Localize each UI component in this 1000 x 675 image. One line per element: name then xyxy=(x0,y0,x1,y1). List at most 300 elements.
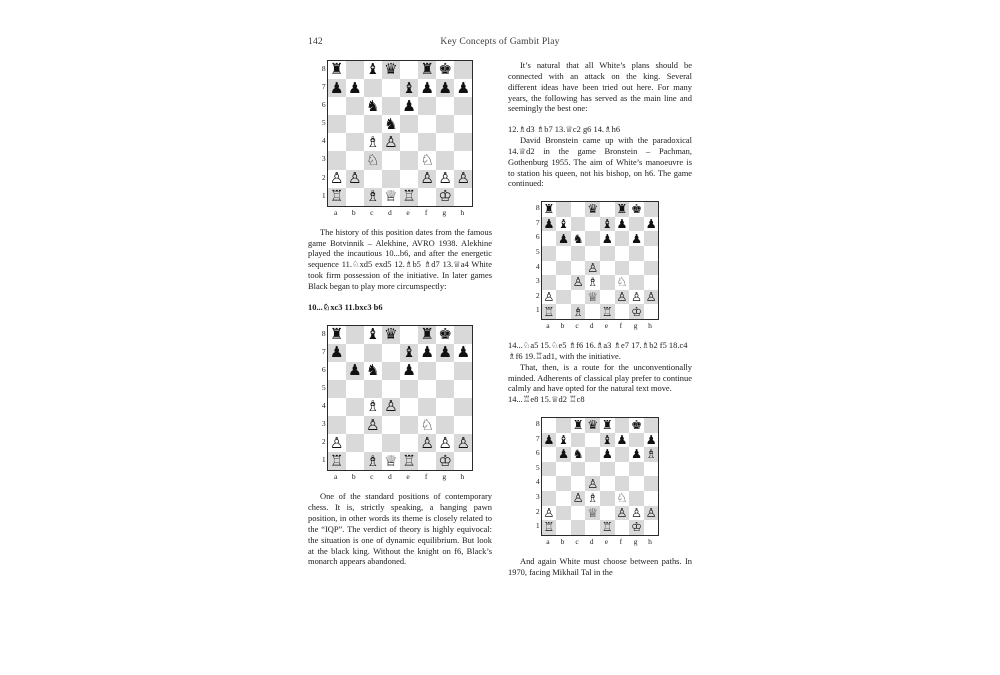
file-label-d: d xyxy=(589,536,594,546)
board-rank xyxy=(541,290,659,305)
board-rank xyxy=(327,151,473,169)
square-e1 xyxy=(400,452,418,471)
board-rank xyxy=(541,491,659,506)
square-g1 xyxy=(436,452,454,471)
piece-br: ♜ xyxy=(616,202,628,217)
square-f2 xyxy=(615,506,630,521)
piece-bp: ♟ xyxy=(616,432,628,447)
square-h1 xyxy=(644,304,659,319)
piece-bp: ♟ xyxy=(347,79,362,97)
board-rank xyxy=(327,188,473,207)
rank-label-6: 6 xyxy=(321,100,326,110)
piece-wp: ♙ xyxy=(384,133,398,151)
chessboard-4 xyxy=(541,417,660,536)
right-moves-2: 14...♘a5 15.♘e5 ♗f6 16.♗a3 ♗e7 17.♗b2 f5 18.c4 ♗f6 19.♖ad1, with the initiative. xyxy=(508,340,688,361)
square-h1 xyxy=(454,188,473,207)
board-rank xyxy=(541,275,659,290)
piece-wr: ♖ xyxy=(543,304,555,319)
file-label-e: e xyxy=(604,321,608,331)
piece-wp: ♙ xyxy=(384,398,398,416)
left-column xyxy=(308,60,492,567)
square-a4 xyxy=(541,476,556,491)
piece-br: ♜ xyxy=(572,418,584,433)
piece-wr: ♖ xyxy=(601,304,613,319)
piece-bp: ♟ xyxy=(601,447,613,462)
square-a3 xyxy=(327,151,346,169)
left-paragraph-2: One of the standard positions of contemporary chess. It is, strictly speaking, a hanging pawn position, in other words its theme is closely related to the “IQP”. The verdict of theory is highly equivocal: the situation is one of dynamic equilibrium. But look at the black king. Without the knight on f6, Black’s monarch appears abandoned. xyxy=(308,491,492,567)
square-c4 xyxy=(571,476,586,491)
square-c5 xyxy=(364,115,382,133)
square-g3 xyxy=(436,416,454,434)
piece-wr: ♖ xyxy=(329,187,344,206)
square-g7 xyxy=(436,79,454,97)
square-e1 xyxy=(600,520,615,535)
square-e3 xyxy=(400,151,418,169)
square-f8 xyxy=(418,325,436,344)
rank-label-2: 2 xyxy=(321,172,326,182)
board-rank xyxy=(541,304,659,319)
square-e4 xyxy=(600,476,615,491)
square-c3 xyxy=(571,491,586,506)
square-a6 xyxy=(327,97,346,115)
square-h6 xyxy=(454,362,473,380)
square-b3 xyxy=(346,151,364,169)
rank-label-4: 4 xyxy=(535,261,540,271)
square-e3 xyxy=(400,416,418,434)
square-b5 xyxy=(346,380,364,398)
square-f8 xyxy=(615,202,630,217)
square-h1 xyxy=(454,452,473,471)
square-h7 xyxy=(454,344,473,362)
square-c6 xyxy=(364,362,382,380)
piece-wb: ♗ xyxy=(587,491,599,506)
square-a1 xyxy=(327,452,346,471)
square-g7 xyxy=(629,433,644,448)
piece-bk: ♚ xyxy=(438,325,453,344)
square-g2 xyxy=(436,434,454,452)
square-f8 xyxy=(615,418,630,433)
square-b3 xyxy=(346,416,364,434)
square-d4 xyxy=(382,398,400,416)
piece-bb: ♝ xyxy=(601,432,613,447)
piece-bp: ♟ xyxy=(630,231,642,246)
square-e3 xyxy=(600,491,615,506)
square-h6 xyxy=(454,97,473,115)
square-h4 xyxy=(644,476,659,491)
chessboard-1 xyxy=(327,60,474,207)
piece-bb: ♝ xyxy=(366,325,380,344)
right-moves-3: 14...♖e8 15.♕d2 ♖c8 xyxy=(508,394,585,405)
square-c7 xyxy=(364,344,382,362)
rank-label-3: 3 xyxy=(321,419,326,429)
square-b6 xyxy=(346,362,364,380)
piece-bp: ♟ xyxy=(601,231,613,246)
square-c1 xyxy=(364,452,382,471)
piece-bp: ♟ xyxy=(402,361,416,380)
square-b3 xyxy=(556,491,571,506)
square-d4 xyxy=(585,261,600,276)
piece-wp: ♙ xyxy=(329,434,344,452)
square-g8 xyxy=(436,325,454,344)
piece-bb: ♝ xyxy=(402,343,416,362)
chessboard-3 xyxy=(541,201,660,320)
square-d8 xyxy=(382,61,400,80)
left-paragraph-1: The history of this position dates from the famous game Botvinnik – Alekhine, AVRO 1938. Alekhine played the incautious 10...b6, and after the energetic sequence 11.♘xd5 exd5 12.♗b5 ♗d7 13.♕a4 White took firm possession of the initiative. In later games Black began to play more circumspectly: xyxy=(308,226,492,291)
square-c1 xyxy=(364,188,382,207)
rank-label-2: 2 xyxy=(321,437,326,447)
square-d4 xyxy=(585,476,600,491)
piece-bp: ♟ xyxy=(438,79,453,97)
piece-bp: ♟ xyxy=(616,217,628,232)
square-d1 xyxy=(382,452,400,471)
square-a8 xyxy=(541,418,556,433)
square-d1 xyxy=(382,188,400,207)
square-a1 xyxy=(541,304,556,319)
square-b5 xyxy=(346,115,364,133)
square-c7 xyxy=(364,79,382,97)
square-e5 xyxy=(600,462,615,477)
square-f5 xyxy=(615,246,630,261)
square-b8 xyxy=(346,325,364,344)
square-e4 xyxy=(400,398,418,416)
piece-bk: ♚ xyxy=(630,418,642,433)
square-h1 xyxy=(644,520,659,535)
rank-label-2: 2 xyxy=(535,290,540,300)
square-f5 xyxy=(615,462,630,477)
square-a3 xyxy=(541,491,556,506)
chessboard-2 xyxy=(327,325,474,472)
square-c2 xyxy=(571,506,586,521)
board-rank xyxy=(541,246,659,261)
square-a8 xyxy=(541,202,556,217)
piece-wk: ♔ xyxy=(438,187,453,206)
square-g5 xyxy=(436,115,454,133)
square-d3 xyxy=(585,275,600,290)
board-grid xyxy=(541,201,660,320)
rank-label-7: 7 xyxy=(535,217,540,227)
square-a7 xyxy=(327,344,346,362)
rank-label-5: 5 xyxy=(535,462,540,472)
right-paragraph-1: It’s natural that all White’s plans should be connected with an attack on the king. Several different ideas have been tried out here. For many years, the following has served as the main line and seemingly the best one: xyxy=(508,60,692,114)
square-e8 xyxy=(400,325,418,344)
piece-br: ♜ xyxy=(420,325,434,344)
square-d7 xyxy=(382,79,400,97)
rank-label-3: 3 xyxy=(321,154,326,164)
piece-bp: ♟ xyxy=(456,79,471,97)
square-e6 xyxy=(600,447,615,462)
piece-wb: ♗ xyxy=(645,447,657,462)
rank-label-1: 1 xyxy=(321,455,326,465)
square-a2 xyxy=(327,170,346,188)
square-b1 xyxy=(346,188,364,207)
square-c3 xyxy=(571,275,586,290)
square-a3 xyxy=(541,275,556,290)
chess-diagram-2 xyxy=(308,325,492,482)
piece-wb: ♗ xyxy=(366,398,380,416)
square-g6 xyxy=(629,447,644,462)
piece-br: ♜ xyxy=(329,325,344,344)
rank-label-3: 3 xyxy=(535,276,540,286)
file-label-f: f xyxy=(619,536,623,546)
square-a1 xyxy=(541,520,556,535)
piece-wb: ♗ xyxy=(366,452,380,470)
right-column xyxy=(508,60,692,578)
right-paragraph-2: David Bronstein came up with the paradoxical 14.♕d2 in the game Bronstein – Pachman, Gothenburg 1955. The aim of White’s manoeuvre is to station his queen, not his bishop, on h6. The game continued: xyxy=(508,135,692,189)
square-c4 xyxy=(364,133,382,151)
rank-labels-2 xyxy=(316,325,326,470)
piece-bp: ♟ xyxy=(645,432,657,447)
piece-bb: ♝ xyxy=(558,432,570,447)
piece-bp: ♟ xyxy=(329,79,344,97)
square-a7 xyxy=(541,433,556,448)
square-a6 xyxy=(327,362,346,380)
square-e2 xyxy=(400,434,418,452)
board-grid xyxy=(327,325,474,472)
rank-label-5: 5 xyxy=(321,382,326,392)
piece-wp: ♙ xyxy=(347,169,362,187)
piece-bp: ♟ xyxy=(420,343,434,362)
piece-wp: ♙ xyxy=(438,169,453,187)
square-f2 xyxy=(615,290,630,305)
board-rank xyxy=(327,79,473,97)
square-g8 xyxy=(436,61,454,80)
square-e1 xyxy=(400,188,418,207)
piece-bb: ♝ xyxy=(366,60,380,79)
piece-wp: ♙ xyxy=(420,169,434,187)
file-labels-1 xyxy=(327,208,474,217)
square-h8 xyxy=(454,61,473,80)
square-d6 xyxy=(382,362,400,380)
square-b8 xyxy=(556,418,571,433)
board-grid xyxy=(327,60,474,207)
file-label-h: h xyxy=(648,321,652,331)
square-c6 xyxy=(364,97,382,115)
square-c7 xyxy=(571,433,586,448)
file-label-e: e xyxy=(406,207,410,217)
square-c1 xyxy=(571,304,586,319)
piece-bp: ♟ xyxy=(543,432,555,447)
square-g4 xyxy=(436,133,454,151)
rank-label-6: 6 xyxy=(535,232,540,242)
piece-wb: ♗ xyxy=(366,187,380,206)
rank-label-4: 4 xyxy=(321,136,326,146)
file-label-a: a xyxy=(546,321,550,331)
piece-bn: ♞ xyxy=(572,231,584,246)
file-label-e: e xyxy=(406,472,410,482)
piece-bp: ♟ xyxy=(329,343,344,362)
piece-wr: ♖ xyxy=(601,520,613,535)
piece-wp: ♙ xyxy=(572,275,584,290)
square-h4 xyxy=(454,133,473,151)
rank-label-8: 8 xyxy=(321,328,326,338)
file-label-d: d xyxy=(388,472,392,482)
rank-label-4: 4 xyxy=(321,401,326,411)
square-g2 xyxy=(629,506,644,521)
square-e1 xyxy=(600,304,615,319)
square-c8 xyxy=(364,325,382,344)
rank-label-1: 1 xyxy=(535,521,540,531)
piece-wq: ♕ xyxy=(587,505,599,520)
square-g1 xyxy=(436,188,454,207)
file-label-b: b xyxy=(560,536,565,546)
square-h7 xyxy=(644,217,659,232)
square-f3 xyxy=(615,275,630,290)
square-c8 xyxy=(571,418,586,433)
square-d5 xyxy=(382,115,400,133)
piece-wp: ♙ xyxy=(645,505,657,520)
square-e3 xyxy=(600,275,615,290)
square-c2 xyxy=(364,434,382,452)
square-h2 xyxy=(454,434,473,452)
rank-label-7: 7 xyxy=(321,346,326,356)
square-a4 xyxy=(327,398,346,416)
square-b4 xyxy=(346,133,364,151)
chess-diagram-4 xyxy=(508,417,692,546)
piece-wp: ♙ xyxy=(630,289,642,304)
square-f5 xyxy=(418,380,436,398)
rank-label-6: 6 xyxy=(535,448,540,458)
piece-bp: ♟ xyxy=(543,217,555,232)
piece-bq: ♛ xyxy=(384,325,398,344)
square-d7 xyxy=(585,433,600,448)
board-rank xyxy=(327,398,473,416)
piece-wp: ♙ xyxy=(543,505,555,520)
square-e5 xyxy=(600,246,615,261)
left-move-heading: 10...♘xc3 11.bxc3 b6 xyxy=(308,301,383,312)
piece-bp: ♟ xyxy=(558,447,570,462)
square-f3 xyxy=(418,416,436,434)
square-f7 xyxy=(615,217,630,232)
board-rank xyxy=(327,133,473,151)
two-column-body xyxy=(308,60,692,640)
square-h8 xyxy=(644,418,659,433)
square-c2 xyxy=(571,290,586,305)
square-h4 xyxy=(454,398,473,416)
square-a2 xyxy=(541,290,556,305)
square-b2 xyxy=(556,290,571,305)
rank-label-8: 8 xyxy=(535,419,540,429)
piece-bn: ♞ xyxy=(572,447,584,462)
square-e8 xyxy=(600,202,615,217)
rank-label-3: 3 xyxy=(535,492,540,502)
square-e7 xyxy=(600,433,615,448)
piece-wp: ♙ xyxy=(438,434,453,452)
square-a4 xyxy=(541,261,556,276)
square-f4 xyxy=(615,261,630,276)
square-a7 xyxy=(327,79,346,97)
square-b4 xyxy=(556,261,571,276)
piece-bp: ♟ xyxy=(645,217,657,232)
square-f2 xyxy=(418,170,436,188)
right-moves-1: 12.♗d3 ♗b7 13.♕c2 g6 14.♗h6 xyxy=(508,124,621,135)
piece-wb: ♗ xyxy=(587,275,599,290)
square-c8 xyxy=(571,202,586,217)
square-d2 xyxy=(382,434,400,452)
board-rank xyxy=(541,202,659,217)
piece-bb: ♝ xyxy=(402,79,416,97)
piece-wr: ♖ xyxy=(543,520,555,535)
chess-diagram-1 xyxy=(308,60,492,217)
square-g3 xyxy=(629,275,644,290)
square-e4 xyxy=(600,261,615,276)
piece-wp: ♙ xyxy=(630,505,642,520)
rank-label-8: 8 xyxy=(321,64,326,73)
square-h4 xyxy=(644,261,659,276)
rank-label-4: 4 xyxy=(535,477,540,487)
square-b6 xyxy=(346,97,364,115)
board-rank xyxy=(327,416,473,434)
piece-wp: ♙ xyxy=(645,289,657,304)
square-a1 xyxy=(327,188,346,207)
square-g7 xyxy=(436,344,454,362)
file-label-c: c xyxy=(575,321,579,331)
square-f4 xyxy=(615,476,630,491)
piece-br: ♜ xyxy=(329,60,344,79)
square-d1 xyxy=(585,304,600,319)
square-e5 xyxy=(400,380,418,398)
file-label-h: h xyxy=(648,536,652,546)
square-b8 xyxy=(346,61,364,80)
square-c7 xyxy=(571,217,586,232)
piece-bp: ♟ xyxy=(558,231,570,246)
square-h5 xyxy=(454,380,473,398)
square-b5 xyxy=(556,462,571,477)
square-f2 xyxy=(418,434,436,452)
file-label-c: c xyxy=(370,207,374,217)
square-c3 xyxy=(364,416,382,434)
piece-wp: ♙ xyxy=(456,434,471,452)
file-label-g: g xyxy=(442,207,447,217)
file-labels-3 xyxy=(541,321,660,330)
piece-bp: ♟ xyxy=(402,97,416,115)
piece-wp: ♙ xyxy=(366,416,380,434)
square-g6 xyxy=(629,231,644,246)
square-g6 xyxy=(436,97,454,115)
square-d6 xyxy=(585,231,600,246)
square-g4 xyxy=(629,261,644,276)
square-d3 xyxy=(382,416,400,434)
board-rank xyxy=(327,325,473,344)
piece-wq: ♕ xyxy=(384,187,398,206)
piece-bn: ♞ xyxy=(366,361,380,380)
square-b2 xyxy=(556,506,571,521)
square-a6 xyxy=(541,231,556,246)
square-h2 xyxy=(644,506,659,521)
square-b1 xyxy=(556,304,571,319)
rank-label-6: 6 xyxy=(321,364,326,374)
square-d5 xyxy=(585,246,600,261)
square-h2 xyxy=(644,290,659,305)
board-rank xyxy=(327,380,473,398)
rank-labels-1 xyxy=(316,60,326,205)
square-b4 xyxy=(346,398,364,416)
square-h2 xyxy=(454,170,473,188)
square-f4 xyxy=(418,133,436,151)
piece-wp: ♙ xyxy=(456,169,471,187)
square-d5 xyxy=(585,462,600,477)
file-label-a: a xyxy=(546,536,550,546)
square-a2 xyxy=(541,506,556,521)
rank-label-8: 8 xyxy=(535,203,540,213)
file-label-a: a xyxy=(333,472,338,482)
file-label-b: b xyxy=(560,321,565,331)
piece-wn: ♘ xyxy=(420,151,434,169)
square-g2 xyxy=(436,170,454,188)
square-d2 xyxy=(382,170,400,188)
square-b1 xyxy=(556,520,571,535)
square-a3 xyxy=(327,416,346,434)
rank-label-1: 1 xyxy=(535,305,540,315)
